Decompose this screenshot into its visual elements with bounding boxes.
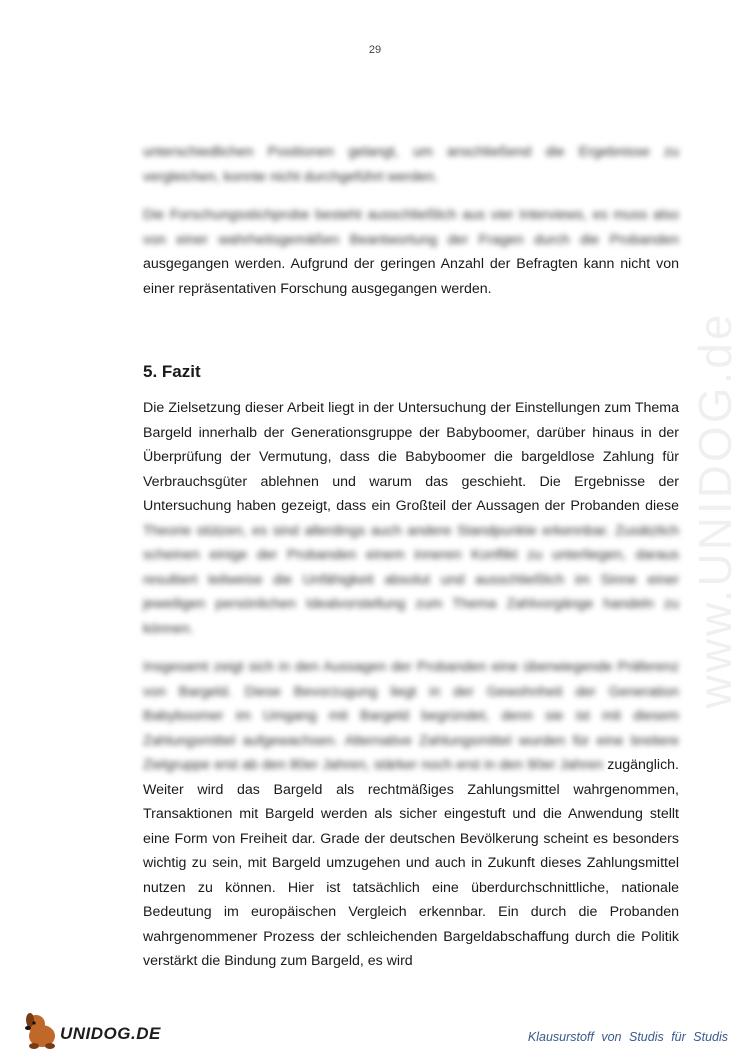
footer-tagline: Klausurstoff von Studis für Studis [527, 1030, 728, 1044]
paragraph-3 [143, 396, 679, 641]
paragraph-blurred-1: unterschiedlichen Positionen gelangt, um anschließend die Ergebnisse zu vergleichen, konnte nicht durchgeführt werden. [143, 144, 679, 185]
unidog-logo[interactable] [22, 1008, 161, 1052]
document-body [143, 140, 679, 974]
paragraph-4-blurred: Insgesamt zeigt sich in den Aussagen der Probanden eine überwiegende Präferenz von Bargeld. Diese Bevorzugung liegt in der Gewohnheit der Generation Babyboomer im Umgang mit Bargeld begründet, denn sie ist mit diesem Zahlungsmittel aufgewachsen. Alternative Zahlungsmittel wurden für eine breitere Zielgruppe erst ab den 80er Jahren, stärker noch erst in den 90er Jahren [143, 659, 679, 773]
paragraph-4 [143, 655, 679, 974]
section-heading: 5. Fazit [143, 362, 201, 381]
paragraph-4-visible: zugänglich. Weiter wird das Bargeld als rechtmäßiges Zahlungsmittel wahrgenommen, Transaktionen mit Bargeld werden als sicher eingestuft und die Anwendung stellt eine Form von Freiheit dar. Grade der deutschen Bevölkerung scheint es besonders wichtig zu sein, mit Bargeld umzugehen und auch in Zukunft dieses Zahlungsmittel nutzen zu können. Hier ist tatsächlich eine überdurchschnittliche, nationale Bedeutung im europäischen Vergleich erkennbar. Ein durch die Probanden wahrgenommener Prozess der schleichenden Bargeldabschaffung durch die Politik verstärkt die Bindung zum Bargeld, es wird [143, 757, 679, 969]
logo-text: UNIDOG.DE [60, 1024, 161, 1043]
paragraph-2-blurred: Die Forschungsstichprobe besteht ausschließlich aus vier Interviews, es muss also von einer wahrheitsgemäßen Beantwortung der Fragen durch die Probanden [143, 207, 679, 248]
paragraph-2 [143, 203, 679, 301]
page-number: 29 [368, 44, 382, 56]
paragraph-2-visible: ausgegangen werden. Aufgrund der geringen Anzahl der Befragten kann nicht von einer repräsentativen Forschung ausgegangen werden. [143, 256, 679, 297]
paragraph-3-visible: Die Zielsetzung dieser Arbeit liegt in der Untersuchung der Einstellungen zum Thema Bargeld innerhalb der Generationsgruppe der Babyboomer, darüber hinaus in der Überprüfung der Vermutung, dass die Babyboomer die bargeldlose Zahlung für Verbrauchsgüter ablehnen und warum das geschieht. Die Ergebnisse der Untersuchung haben gezeigt, dass ein Großteil der Aussagen der Probanden diese [143, 400, 679, 514]
watermark-text: www.UNIDOG.de [689, 311, 741, 709]
paragraph-3-blurred: Theorie stützen, es sind allerdings auch andere Standpunkte erkennbar. Zusätzlich scheinen einige der Probanden einem inneren Konflikt zu unterliegen, daraus resultiert teilweise die Unfähigkeit absolut und ausschließlich im Sinne einer jeweiligen persönlichen Idealvorstellung zum Thema Zahlvorgänge handeln zu können. [143, 522, 679, 637]
